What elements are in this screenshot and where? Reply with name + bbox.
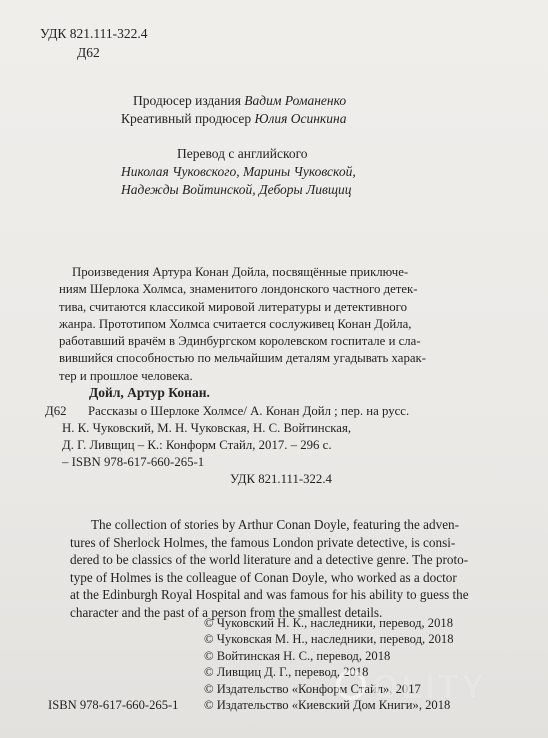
annotation-en-line: type of Holmes is the colleague of Conan Doyle, who worked as a doctor: [70, 569, 457, 585]
annotation-ru-line: тива, считаются классикой мировой литературы и детективного: [59, 299, 407, 314]
catalog-line-3: Д. Г. Ливщиц – К.: Конформ Стайл, 2017. – 296 с.: [62, 438, 332, 452]
translators-line-2: Надежды Войтинской, Деборы Ливщиц: [121, 182, 352, 197]
producer-line: [133, 93, 346, 109]
creative-label: Креативный продюсер: [121, 111, 252, 126]
annotation-en-line: character and the past of a person from the smallest details.: [70, 604, 383, 620]
catalog-line-2: Н. К. Чуковский, М. Н. Чуковская, Н. С. Войтинская,: [62, 421, 352, 435]
annotation-ru-line: Произведения Артура Конан Дойла, посвящённые приключе-: [72, 265, 409, 279]
author-mark-top: Д62: [77, 45, 100, 60]
catalog-udk: УДК 821.111-322.4: [230, 472, 332, 486]
producer-name: Вадим Романенко: [244, 93, 347, 108]
annotation-ru-line: тер и прошлое человека.: [59, 368, 193, 383]
watermark-logo-icon: [336, 670, 366, 700]
copyright-line: © Чуковская М. Н., наследники, перевод, 2018: [204, 632, 454, 647]
copyright-line: © Издательство «Киевский Дом Книги», 2018: [204, 698, 451, 713]
annotation-ru-line: вившийся способностью по мельчайшим деталям угадывать харак-: [59, 351, 427, 366]
producer-label: Продюсер издания: [133, 93, 241, 108]
annotation-ru-line: жанра. Прототипом Холмса считается сослуживец Конан Дойла,: [59, 316, 412, 331]
copyright-line: © Издательство «Конформ Стайл», 2017: [204, 681, 421, 696]
copyright-line: © Войтинская Н. С., перевод, 2018: [204, 648, 391, 663]
copyright-line: © Чуковский Н. К., наследники, перевод, 2018: [204, 616, 453, 630]
watermark-text: OLITY: [372, 668, 488, 706]
catalog-mark: Д62: [45, 404, 67, 418]
annotation-en-line: tures of Sherlock Holmes, the famous London private detective, is consi-: [70, 534, 456, 550]
catalog-line-1: Рассказы о Шерлоке Холмсе/ А. Конан Дойл ; пер. на русс.: [88, 404, 410, 418]
isbn-bottom: ISBN 978-617-660-265-1: [48, 698, 179, 712]
annotation-en: [70, 516, 469, 622]
catalog-author-heading: Дойл, Артур Конан.: [89, 385, 210, 400]
udk-top: УДК 821.111-322.4: [40, 26, 148, 41]
translators-line-1: Николая Чуковского, Марины Чуковской,: [121, 164, 356, 179]
creative-name: Юлия Осинкина: [254, 111, 347, 126]
annotation-ru: [59, 264, 427, 385]
copyright-line: © Ливщиц Д. Г., перевод, 2018: [204, 665, 369, 680]
annotation-en-line: dered to be classics of the world literature and a detective genre. The proto-: [70, 552, 469, 568]
annotation-en-line: The collection of stories by Arthur Conan Doyle, featuring the adven-: [91, 517, 460, 532]
annotation-ru-line: ниям Шерлока Холмса, знаменитого лондонского частного детек-: [59, 282, 418, 297]
annotation-ru-line: работавший врачём в Эдинбургском королевском госпитале и сла-: [59, 334, 421, 349]
translation-label: Перевод с английского: [177, 146, 308, 161]
catalog-line-4: – ISBN 978-617-660-265-1: [62, 455, 205, 469]
annotation-en-line: at the Edinburgh Royal Hospital and was famous for his ability to guess the: [70, 587, 469, 603]
creative-producer-line: [121, 111, 346, 127]
